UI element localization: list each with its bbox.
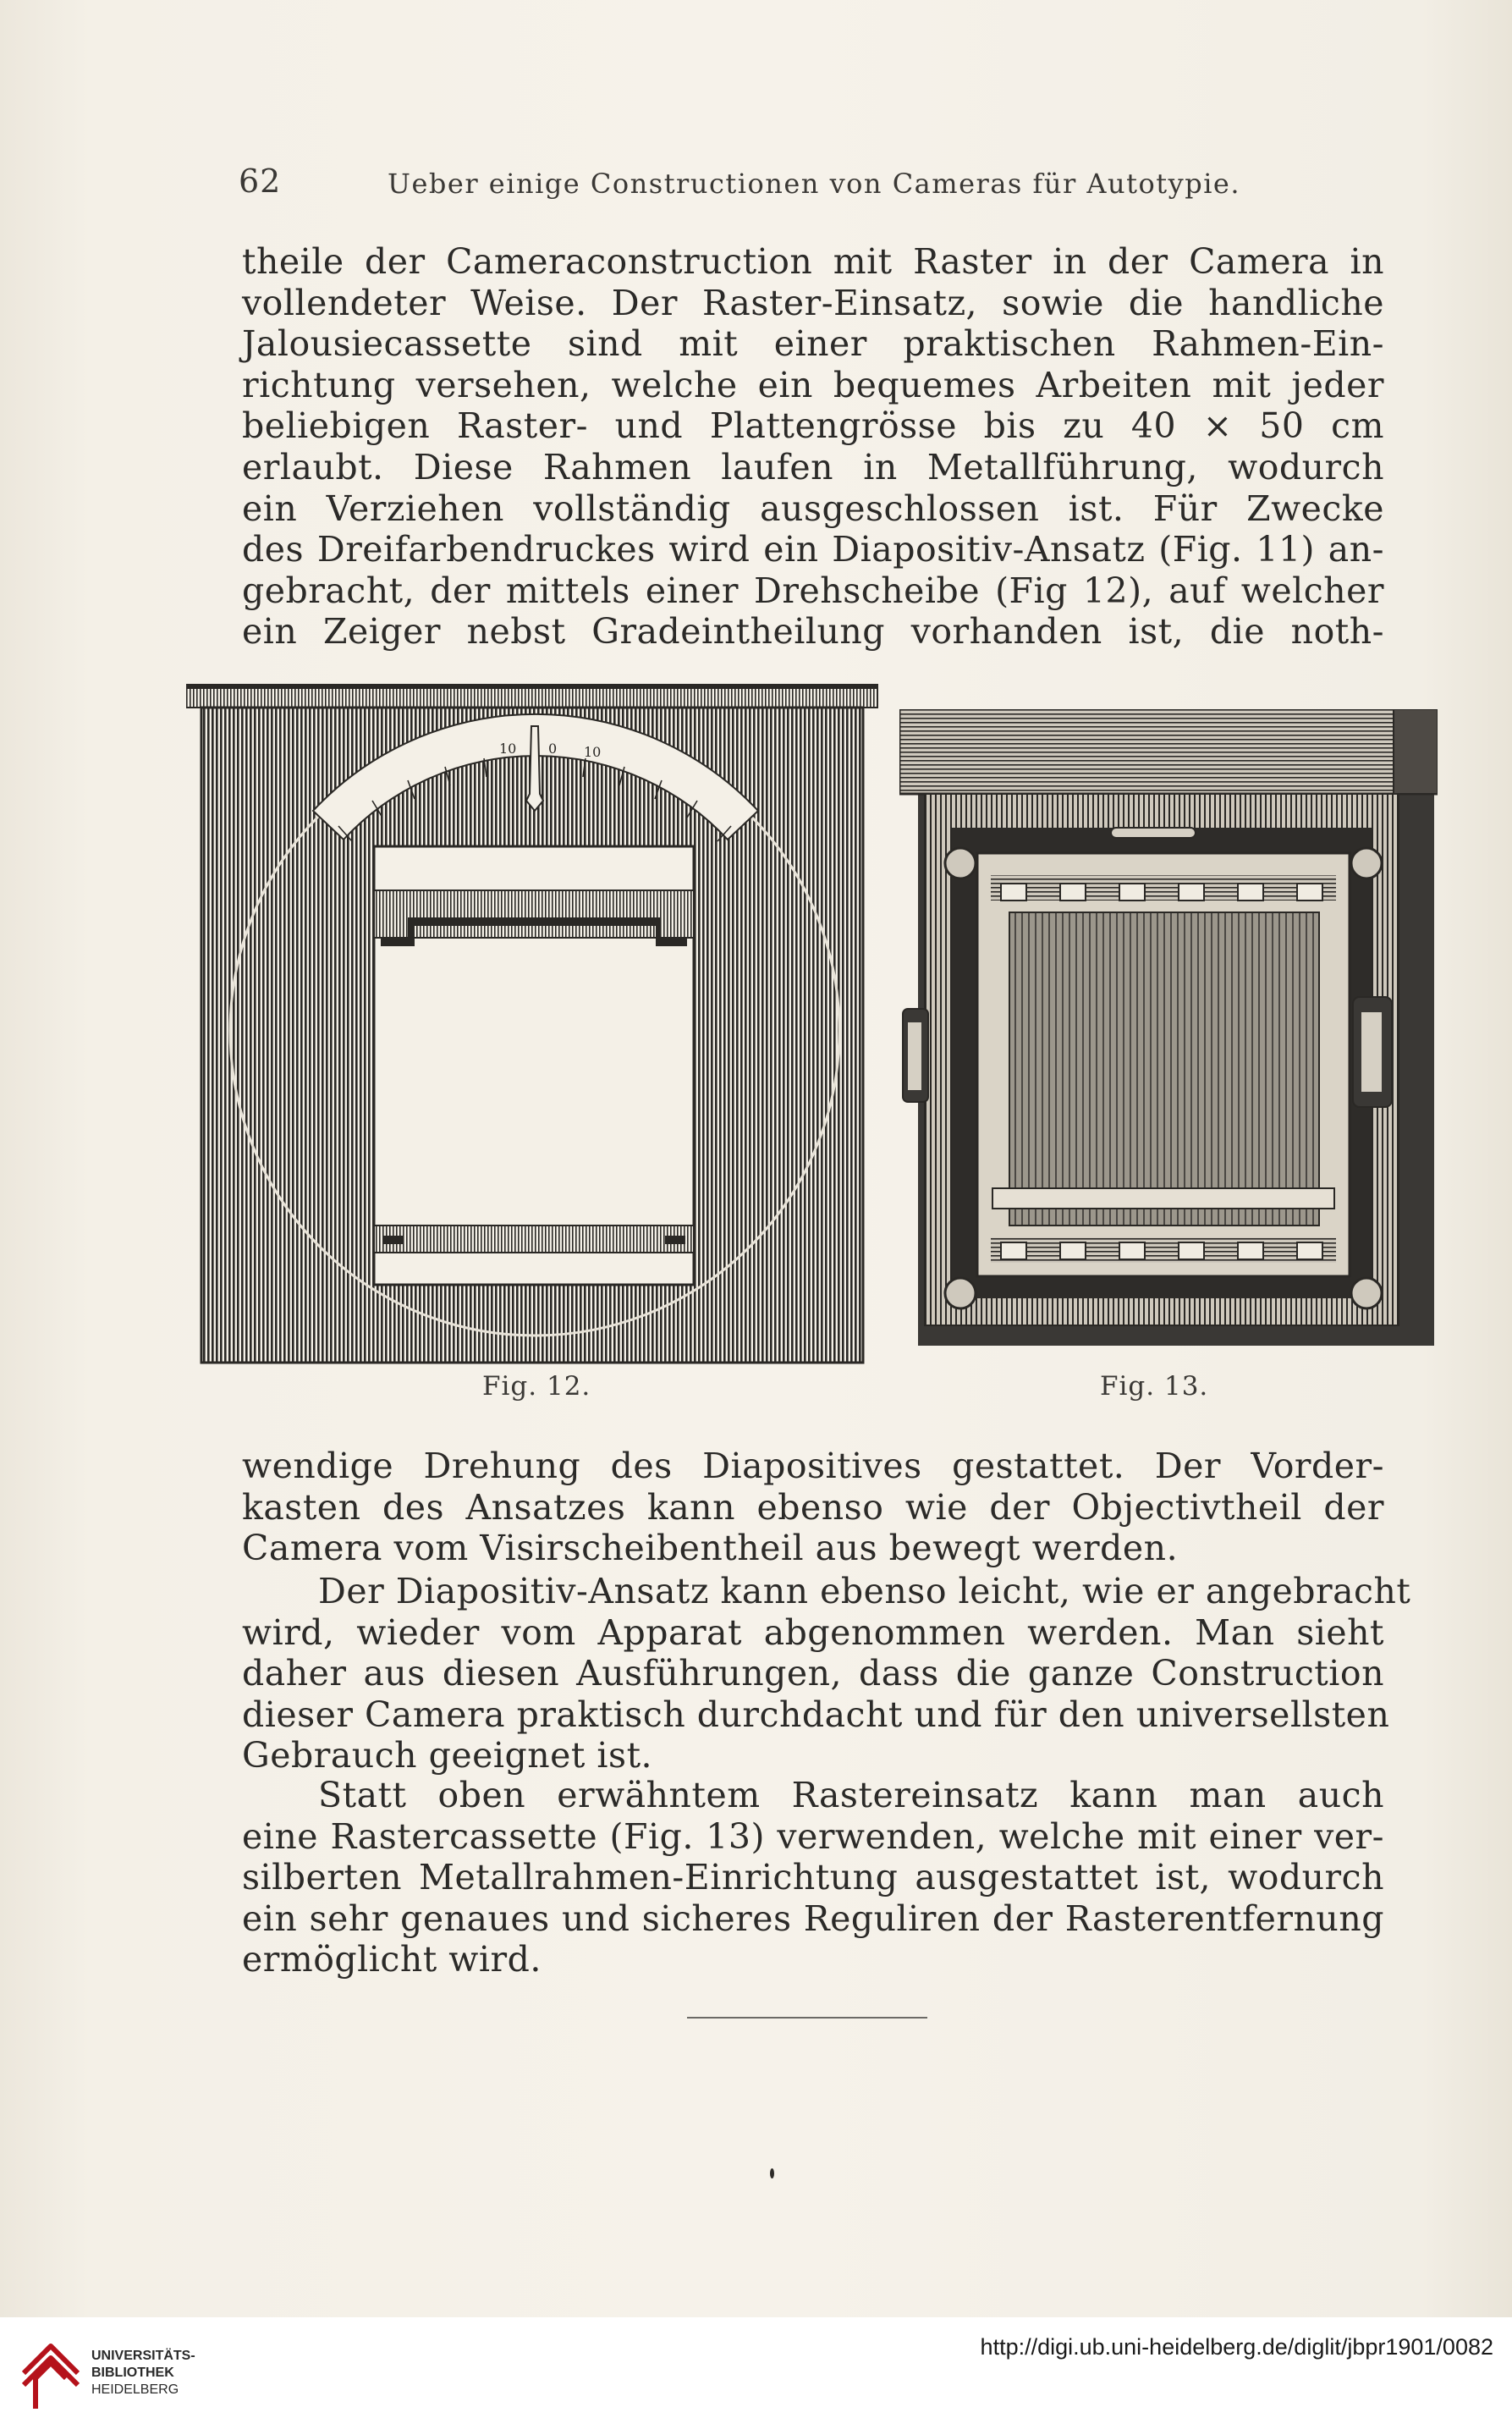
text-line: des Dreifarbendruckes wird ein Diapositiv-Ansatz (Fig. 11) an-	[242, 529, 1384, 570]
figure-13-caption: Fig. 13.	[1100, 1371, 1209, 1402]
paragraph-3	[242, 1571, 1411, 1776]
text-line: wendige Drehung des Diapositives gestattet. Der Vorder-	[242, 1446, 1384, 1486]
figure-12-caption: Fig. 12.	[482, 1371, 591, 1402]
text-line: Statt oben erwähntem Rastereinsatz kann man auch	[318, 1775, 1384, 1815]
footer-bar	[0, 2317, 1512, 2429]
paragraph-1	[242, 241, 1384, 653]
page-number: 62	[239, 162, 282, 200]
text-line: Camera vom Visirscheibentheil aus bewegt werden.	[242, 1528, 1179, 1569]
text-line: daher aus diesen Ausführungen, dass die ganze Construction	[242, 1653, 1384, 1694]
library-name-line: UNIVERSITÄTS-	[91, 2349, 195, 2363]
library-logo-icon[interactable]	[17, 2334, 85, 2410]
text-line: Der Diapositiv-Ansatz kann ebenso leicht, wie er angebracht	[318, 1571, 1411, 1611]
library-name-line: HEIDELBERG	[91, 2382, 179, 2397]
text-line: wird, wieder vom Apparat abgenommen werden. Man sieht	[242, 1611, 1384, 1653]
dial-label: 10	[584, 744, 602, 760]
text-line: ein Zeiger nebst Gradeintheilung vorhanden ist, die noth-	[242, 611, 1384, 653]
text-line: Gebrauch geeignet ist.	[242, 1735, 653, 1776]
dial-label: 10	[499, 741, 517, 757]
figure-13-raster-cassette	[899, 709, 1438, 1361]
library-name-line: BIBLIOTHEK	[91, 2366, 174, 2380]
figure-12-rotating-disc	[186, 684, 878, 1364]
end-rule	[687, 2017, 927, 2019]
text-line: eine Rastercassette (Fig. 13) verwenden, welche mit einer ver-	[242, 1815, 1384, 1857]
text-line: richtung versehen, welche ein bequemes Arbeiten mit jeder	[242, 364, 1384, 405]
text-line: beliebigen Raster- und Plattengrösse bis zu 40 × 50 cm	[242, 405, 1384, 447]
text-line: Jalousiecassette sind mit einer praktischen Rahmen-Ein-	[242, 323, 1384, 365]
paragraph-4	[242, 1775, 1384, 1980]
dial-label: 0	[548, 741, 558, 757]
text-line: ermöglicht wird.	[242, 1939, 542, 1980]
text-line: gebracht, der mittels einer Drehscheibe (Fig 12), auf welcher	[242, 570, 1384, 611]
ink-speck	[770, 2168, 774, 2178]
source-url-link[interactable]: http://digi.ub.uni-heidelberg.de/diglit/jbpr1901/0082	[980, 2334, 1493, 2360]
paragraph-2	[242, 1446, 1384, 1569]
text-line: erlaubt. Diese Rahmen laufen in Metallführung, wodurch	[242, 446, 1384, 487]
text-line: dieser Camera praktisch durchdacht und für den universellsten	[242, 1694, 1390, 1735]
text-line: ein sehr genaues und sicheres Reguliren der Rasterentfernung	[242, 1897, 1384, 1939]
text-line: vollendeter Weise. Der Raster-Einsatz, sowie die handliche	[242, 282, 1384, 323]
text-line: ein Verziehen vollständig ausgeschlossen ist. Für Zwecke	[242, 487, 1384, 529]
running-title: Ueber einige Constructionen von Cameras für Autotypie.	[388, 168, 1241, 200]
text-line: theile der Cameraconstruction mit Raster in der Camera in	[242, 241, 1384, 282]
text-line: silberten Metallrahmen-Einrichtung ausgestattet ist, wodurch	[242, 1857, 1384, 1898]
text-line: kasten des Ansatzes kann ebenso wie der Objectivtheil der	[242, 1486, 1384, 1528]
library-name	[91, 2348, 195, 2399]
page-header	[239, 162, 1254, 213]
